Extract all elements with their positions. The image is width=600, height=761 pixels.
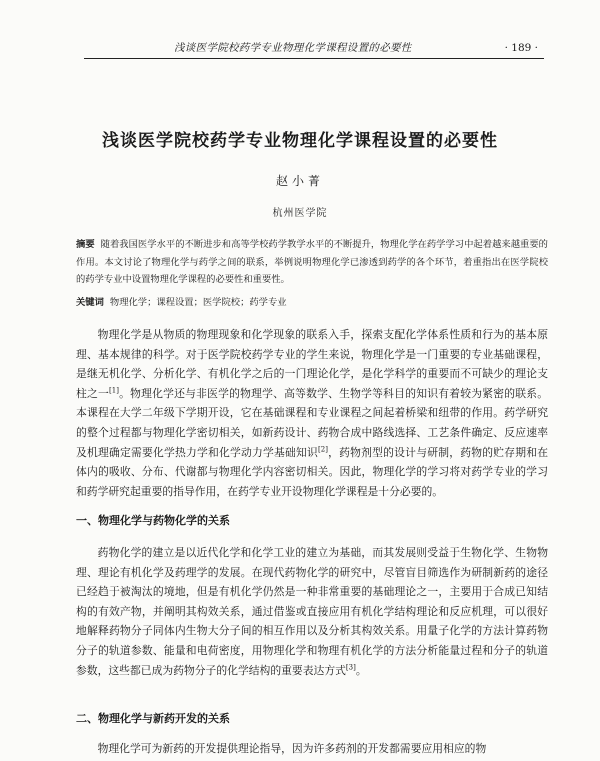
paragraph-text: 。物理化学还与非医学的物理学、高等数学、生物学等科目的知识有着较为紧密的联系。本课程在大学二年级下学期开设，它在基础课程和专业课程之间起着桥梁和纽带的作用。药学研究的整个过程都与物理化学密切相关，如新药设计、药物合成中路线选择、工艺条件确定、反应速率及机理确定需要化学热力学和化学动力学基础知识 — [76, 386, 549, 459]
citation-ref: [3] — [345, 662, 356, 671]
running-header — [84, 38, 544, 59]
keywords-text: 物理化学；课程设置；医学院校；药学专业 — [109, 297, 287, 308]
running-title: 浅谈医学院校药学专业物理化学课程设置的必要性 — [174, 42, 412, 54]
page-number: · 189 · — [504, 42, 538, 54]
abstract — [76, 236, 548, 289]
citation-ref: [1] — [109, 386, 119, 395]
body-paragraph-intro — [76, 325, 548, 501]
body-paragraph-section-1 — [76, 543, 548, 680]
author-name: 赵小菁 — [275, 174, 324, 188]
paragraph-text: 。 — [355, 663, 367, 677]
body-paragraph-section-2: 物理化学可为新药的开发提供理论指导，因为许多药剂的开发都需要应用相应的物 — [97, 742, 487, 755]
paragraph-text: 物理化学是从物质的物理现象和化学现象的联系入手，探索支配化学体系性质和行为的基本原理、基本规律的科学。对于医学院校药学专业的学生来说，物理化学是一门重要的专业基础课程，是继无机化学、分析化学、有机化学之后的一门理论化学，是化学科学的重要而不可缺少的理论支柱之一 — [76, 328, 548, 400]
abstract-text: 随着我国医学水平的不断进步和高等学校药学教学水平的不断提升，物理化学在药学学习中起着越来越重要的作用。本文讨论了物理化学与药学之间的联系，举例说明物理化学已渗透到药学的各个环节，着重指出在医学院校的药学专业中设置物理化学课程的必要性和重要性。 — [76, 239, 548, 285]
section-heading-1: 一、物理化学与药物化学的关系 — [76, 514, 230, 527]
paragraph-text: 药物化学的建立是以近代化学和化学工业的建立为基础，而其发展则受益于生物化学、生物物理、理论有机化学及药理学的发展。在现代药物化学的研究中，尽管盲目筛选作为研制新药的途径已经趋于被淘汰的境地，但是有机化学仍然是一种非常重要的基础理论之一，主要用于合成已知结构的有效产物，并阐明其构效关系，通过借鉴或直接应用有机化学结构理论和反应机理，可以很好地解释药物分子同体内生物大分子间的相互作用以及分析其构效关系。用量子化学的方法计算药物分子的轨道参数、能量和电荷密度，用物理化学和物理有机化学的方法分析能量过程和分子的轨道参数，这些都已成为药物分子的化学结构的重要表达方式 — [76, 546, 548, 677]
paragraph-text: ，药物剂型的设计与研制，药物的贮存期和在体内的吸收、分布、代谢都与物理化学内容密切相关。因此，物理化学的学习将对药学专业的学习和药学研究起重要的指导作用，在药学专业开设物理化学课程是十分必要的。 — [76, 445, 549, 498]
citation-ref: [2] — [318, 444, 328, 453]
abstract-label: 摘要 — [76, 239, 95, 250]
paper-title: 浅谈医学院校药学专业物理化学课程设置的必要性 — [102, 131, 498, 151]
keywords-label: 关键词 — [76, 297, 104, 308]
keywords — [76, 294, 548, 311]
author-affiliation: 杭州医学院 — [272, 208, 328, 219]
section-heading-2: 二、物理化学与新药开发的关系 — [76, 712, 230, 725]
